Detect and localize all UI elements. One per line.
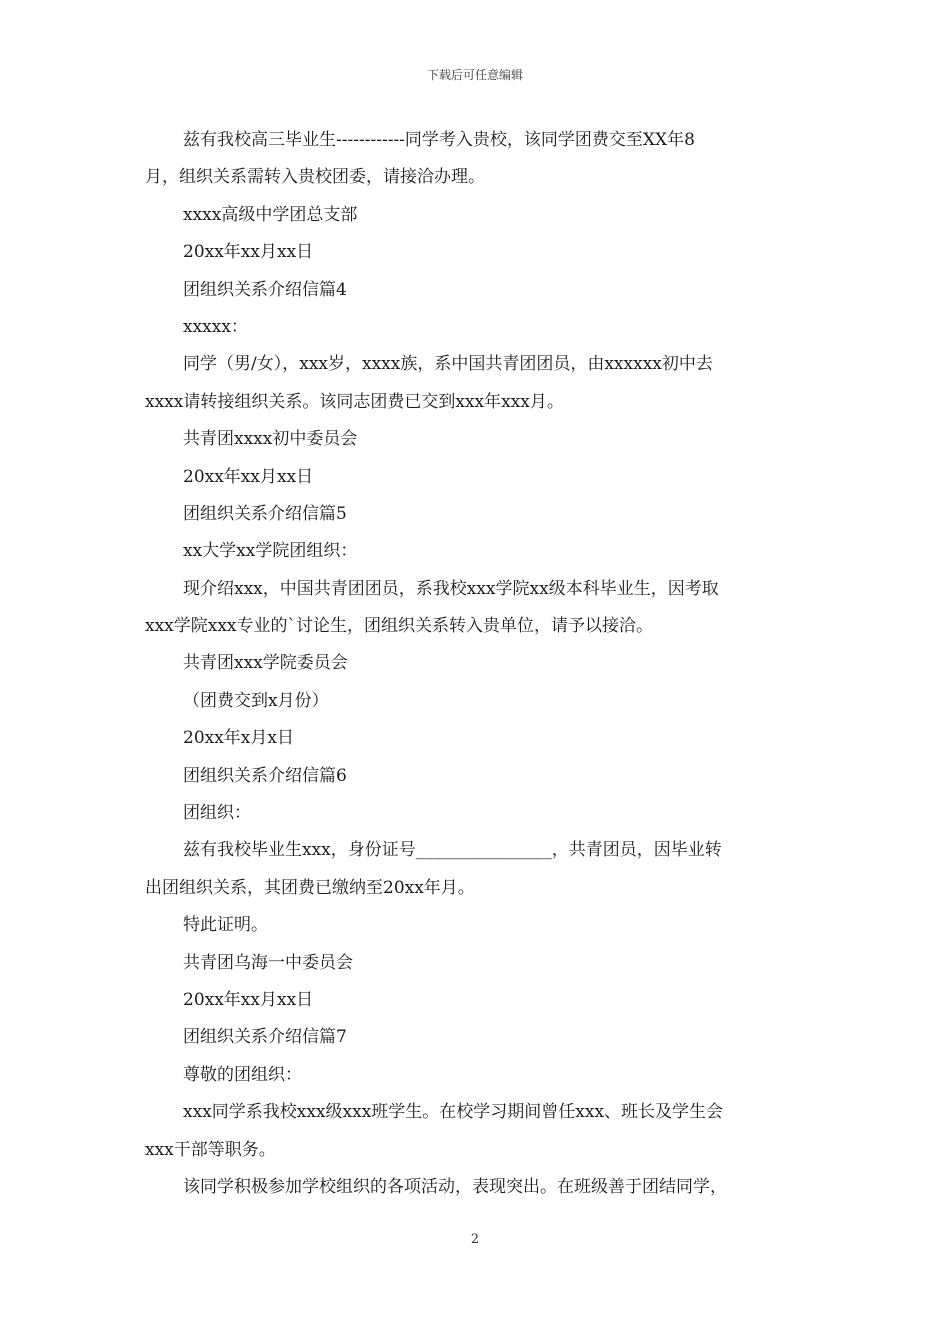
section-heading: 团组织关系介绍信篇5 [183,503,347,524]
salutation-line: 尊敬的团组织： [183,1064,302,1085]
date-line: 20xx年xx月xx日 [183,242,314,263]
date-line: 20xx年xx月xx日 [183,989,314,1010]
page-header: 下载后可任意编辑 [426,68,523,82]
paragraph-line: xxx学院xxx专业的`讨论生，团组织关系转入贵单位，请予以接洽。 [145,616,654,637]
paragraph-line: xxxx请转接组织关系。该同志团费已交到xxx年xxx月。 [145,391,564,412]
section-heading: 团组织关系介绍信篇4 [183,279,347,300]
salutation-line: xx大学xx学院团组织： [183,541,358,562]
paragraph-line: 月，组织关系需转入贵校团委，请接洽办理。 [145,167,485,188]
signature-line: 共青团xxx学院委员会 [183,653,348,674]
salutation-line: xxxxx： [183,316,248,337]
paragraph-line: 该同学积极参加学校组织的各项活动，表现突出。在班级善于团结同学， [183,1176,727,1197]
section-heading: 团组织关系介绍信篇7 [183,1027,347,1048]
page-number: 2 [470,1232,480,1247]
paragraph-line: 兹有我校毕业生xxx，身份证号________________，共青团员，因毕业转 [183,840,722,861]
salutation-line: 团组织： [183,803,251,824]
date-line: 20xx年xx月xx日 [183,466,314,487]
section-heading: 团组织关系介绍信篇6 [183,765,347,786]
document-body [145,122,807,1206]
paragraph-line: 特此证明。 [183,915,268,936]
note-line: （团费交到x月份） [183,690,329,711]
signature-line: 共青团乌海一中委员会 [183,952,353,973]
signature-line: xxxx高级中学团总支部 [183,204,358,225]
signature-line: 共青团xxxx初中委员会 [183,429,358,450]
date-line: 20xx年x月x日 [183,728,294,749]
paragraph-line: xxx干部等职务。 [145,1139,276,1160]
paragraph-line: 出团组织关系，其团费已缴纳至20xx年月。 [145,877,475,898]
paragraph-line: 同学（男/女），xxx岁，xxxx族，系中国共青团团员，由xxxxxx初中去 [183,354,713,375]
paragraph-line: 兹有我校高三毕业生------------同学考入贵校，该同学团费交至XX年8 [183,130,695,150]
paragraph-line: xxx同学系我校xxx级xxx班学生。在校学习期间曾任xxx、班长及学生会 [183,1102,724,1123]
paragraph-line: 现介绍xxx，中国共青团团员，系我校xxx学院xx级本科毕业生，因考取 [183,578,719,599]
